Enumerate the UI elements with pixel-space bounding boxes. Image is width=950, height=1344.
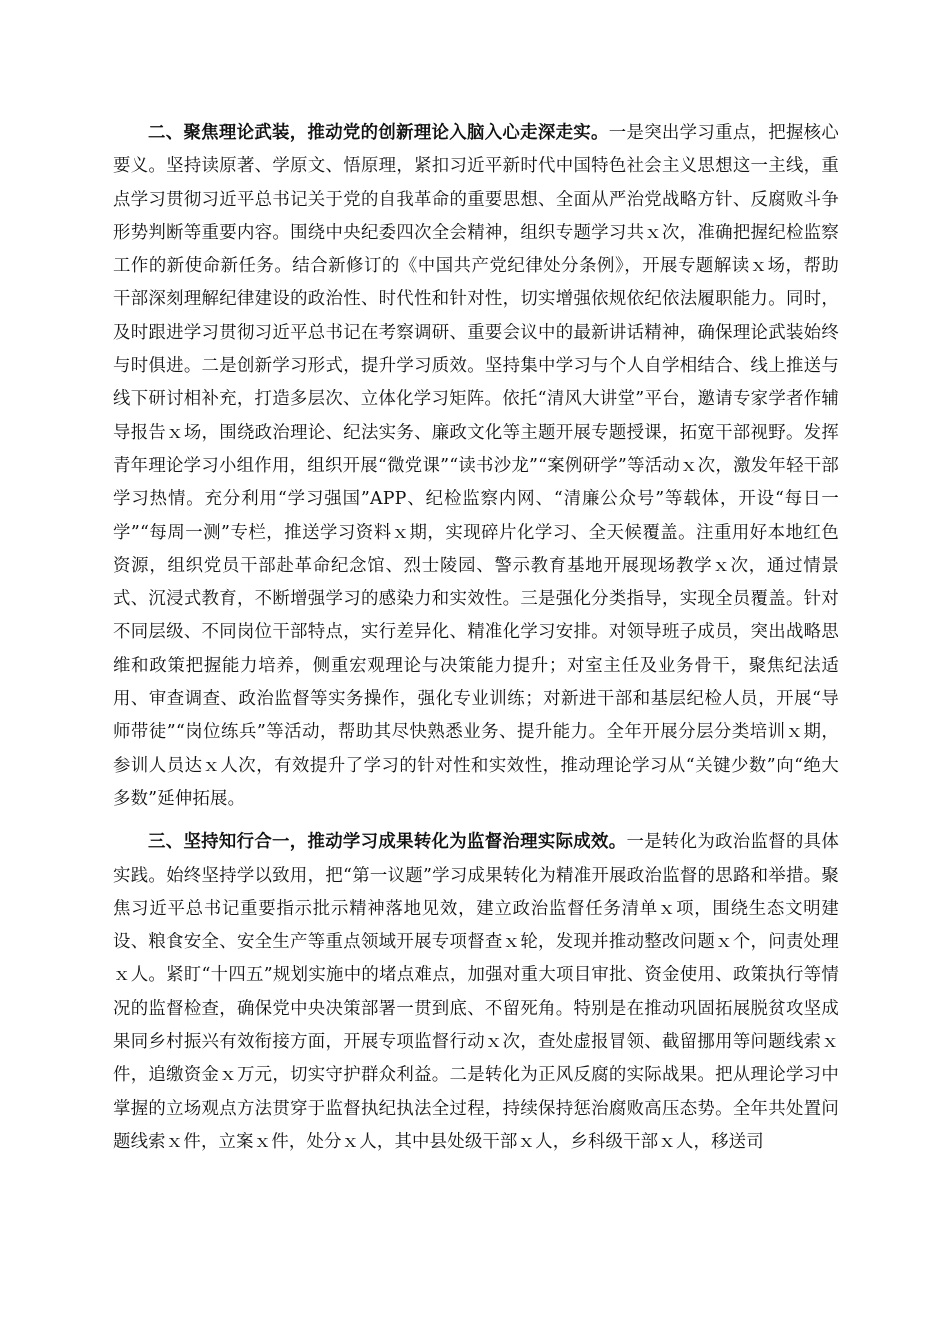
document-body: [113, 117, 839, 1159]
section-heading-3: 三、坚持知行合一，推动学习成果转化为监督治理实际成效。: [148, 832, 627, 853]
section-paragraph-2: [113, 117, 839, 816]
section-heading-2: 二、聚焦理论武装，推动党的创新理论入脑入心走深走实。: [148, 123, 609, 143]
section-body-3: 一是转化为政治监督的具体实践。始终坚持学以致用，把“第一议题”学习成果转化为精准开展政治监督的思路和举措。聚焦习近平总书记重要指示批示精神落地见效，建立政治监督任务清单ｘ项，围绕生态文明建设、粮食安全、安全生产等重点领域开展专项督查ｘ轮，发现并推动整改问题ｘ个，问责处理ｘ人。紧盯“十四五”规划实施中的堵点难点，加强对重大项目审批、资金使用、政策执行等情况的监督检查，确保党中央决策部署一贯到底、不留死角。特别是在推动巩固拓展脱贫攻坚成果同乡村振兴有效衔接方面，开展专项监督行动ｘ次，查处虚报冒领、截留挪用等问题线索ｘ件，追缴资金ｘ万元，切实守护群众利益。二是转化为正风反腐的实际战果。把从理论学习中掌握的立场观点方法贯穿于监督执纪执法全过程，持续保持惩治腐败高压态势。全年共处置问题线索ｘ件，立案ｘ件，处分ｘ人，其中县处级干部ｘ人，乡科级干部ｘ人，移送司: [113, 832, 840, 1152]
section-body-2: 一是突出学习重点，把握核心要义。坚持读原著、学原文、悟原理，紧扣习近平新时代中国特色社会主义思想这一主线，重点学习贯彻习近平总书记关于党的自我革命的重要思想、全面从严治党战略方针、反腐败斗争形势判断等重要内容。围绕中央纪委四次全会精神，组织专题学习共ｘ次，准确把握纪检监察工作的新使命新任务。结合新修订的《中国共产党纪律处分条例》，开展专题解读ｘ场，帮助干部深刻理解纪律建设的政治性、时代性和针对性，切实增强依规依纪依法履职能力。同时，及时跟进学习贯彻习近平总书记在考察调研、重要会议中的最新讲话精神，确保理论武装始终与时俱进。二是创新学习形式，提升学习质效。坚持集中学习与个人自学相结合、线上推送与线下研讨相补充，打造多层次、立体化学习矩阵。依托“清风大讲堂”平台，邀请专家学者作辅导报告ｘ场，围绕政治理论、纪法实务、廉政文化等主题开展专题授课，拓宽干部视野。发挥青年理论学习小组作用，组织开展“微党课”“读书沙龙”“案例研学”等活动ｘ次，激发年轻干部学习热情。充分利用“学习强国”APP、纪检监察内网、“清廉公众号”等载体，开设“每日一学”“每周一测”专栏，推送学习资料ｘ期，实现碎片化学习、全天候覆盖。注重用好本地红色资源，组织党员干部赴革命纪念馆、烈士陵园、警示教育基地开展现场教学ｘ次，通过情景式、沉浸式教育，不断增强学习的感染力和实效性。三是强化分类指导，实现全员覆盖。针对不同层级、不同岗位干部特点，实行差异化、精准化学习安排。对领导班子成员，突出战略思维和政策把握能力培养，侧重宏观理论与决策能力提升；对室主任及业务骨干，聚焦纪法适用、审查调查、政治监督等实务操作，强化专业训练；对新进干部和基层纪检人员，开展“导师带徒”“岗位练兵”等活动，帮助其尽快熟悉业务、提升能力。全年开展分层分类培训ｘ期，参训人员达ｘ人次，有效提升了学习的针对性和实效性，推动理论学习从“关键少数”向“绝大多数”延伸拓展。: [113, 123, 839, 809]
section-paragraph-3: [113, 826, 839, 1159]
